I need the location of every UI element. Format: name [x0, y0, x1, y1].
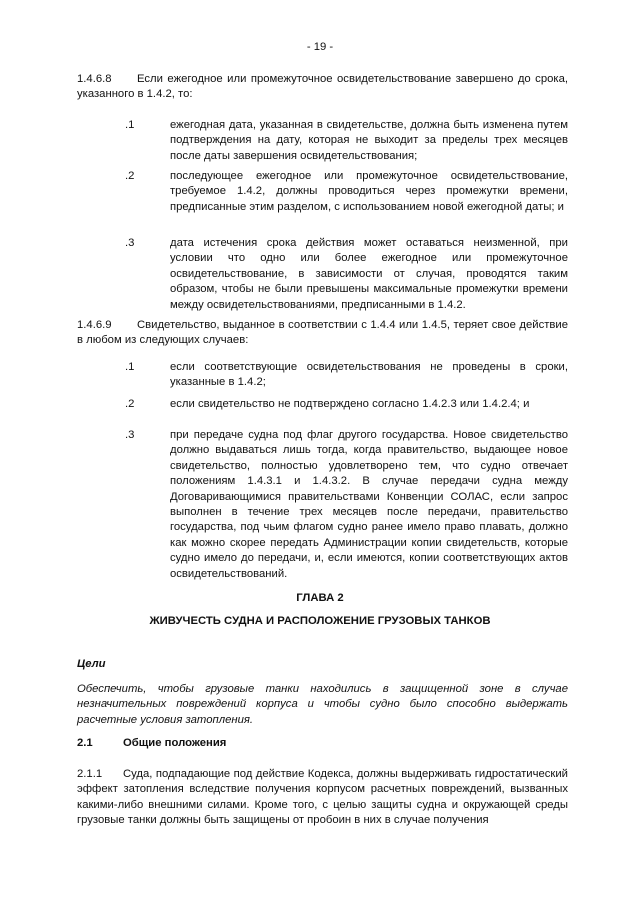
- paragraph-1-4-6-9: [77, 318, 568, 349]
- chapter-title: ЖИВУЧЕСТЬ СУДНА И РАСПОЛОЖЕНИЕ ГРУЗОВЫХ ТАНКОВ: [149, 615, 491, 627]
- list-item-text: если свидетельство не подтверждено согласно 1.4.2.3 или 1.4.2.4; и: [170, 398, 530, 410]
- list-item-text: если соответствующие освидетельствования не проведены в сроки, указанные в 1.4.2;: [170, 361, 568, 389]
- list-item-number: .3: [125, 429, 135, 441]
- page-number: - 19 -: [306, 41, 334, 53]
- section-title: Общие положения: [123, 737, 227, 749]
- chapter-label: ГЛАВА 2: [296, 592, 344, 604]
- paragraph-text: Если ежегодное или промежуточное освидетельствование завершено до срока, указанного в 1.4.2, то:: [77, 73, 568, 101]
- list-item-number: .2: [125, 398, 135, 410]
- list-item-number: .1: [125, 361, 135, 373]
- paragraph-text: Суда, подпадающие под действие Кодекса, должны выдерживать гидростатический эффект затопления вследствие получения корпусом расчетных повреждений, вызванных какими-либо внешними силами. Кроме того, с целью защиты судна и окружающей среды грузовые танки должны быть защищены от пробоин в них в случае получения: [77, 768, 568, 827]
- paragraph-2-1-1: [77, 767, 568, 829]
- section-number: 2.1: [77, 737, 93, 749]
- list-item-number: .1: [125, 119, 135, 131]
- list-item-text: последующее ежегодное или промежуточное освидетельствование, требуемое 1.4.2, должны проводиться через промежутки времени, предписанные этим разделом, с использованием новой ежегодной даты; и: [170, 170, 568, 213]
- list-item-number: .3: [125, 237, 135, 249]
- list-item-number: .2: [125, 170, 135, 182]
- goals-text: Обеспечить, чтобы грузовые танки находились в защищенной зоне в случае незначительных повреждений корпуса и чтобы судно было способно выдержать расчетные условия затопления.: [77, 683, 568, 726]
- paragraph-number: 1.4.6.8: [77, 73, 112, 85]
- list-item-text: дата истечения срока действия может оставаться неизменной, при условии что одно или более ежегодное или промежуточное освидетельствование, в зависимости от случая, проводятся таким образом, чтобы не были превышены максимальные промежутки времени между освидетельствованиями, предписанными в 1.4.2.: [170, 237, 568, 311]
- list-item-text: при передаче судна под флаг другого государства. Новое свидетельство должно выдаваться лишь тогда, когда правительство, выдающее новое свидетельство, полностью удовлетворено тем, что судно отвечает положениям 1.4.3.1 и 1.4.3.2. В случае передачи судна между Договаривающимися правительствами Конвенции СОЛАС, если запрос выполнен в течение трех месяцев после передачи, правительство государства, под чьим флагом судно ранее имело право плавать, должно как можно скорее передать Администрации копии свидетельств, которые судно имело до передачи, и, если имеются, копии соответствующих актов освидетельствований.: [170, 429, 568, 580]
- paragraph-number: 1.4.6.9: [77, 319, 112, 331]
- paragraph-number: 2.1.1: [77, 768, 103, 780]
- paragraph-1-4-6-8: [77, 72, 568, 103]
- list-item-text: ежегодная дата, указанная в свидетельстве, должна быть изменена путем подтверждения на дату, которая не выходит за пределы трех месяцев после даты завершения освидетельствования;: [170, 119, 568, 162]
- paragraph-text: Свидетельство, выданное в соответствии с 1.4.4 или 1.4.5, теряет свое действие в любом из следующих случаев:: [77, 319, 568, 347]
- goals-heading: Цели: [77, 658, 106, 670]
